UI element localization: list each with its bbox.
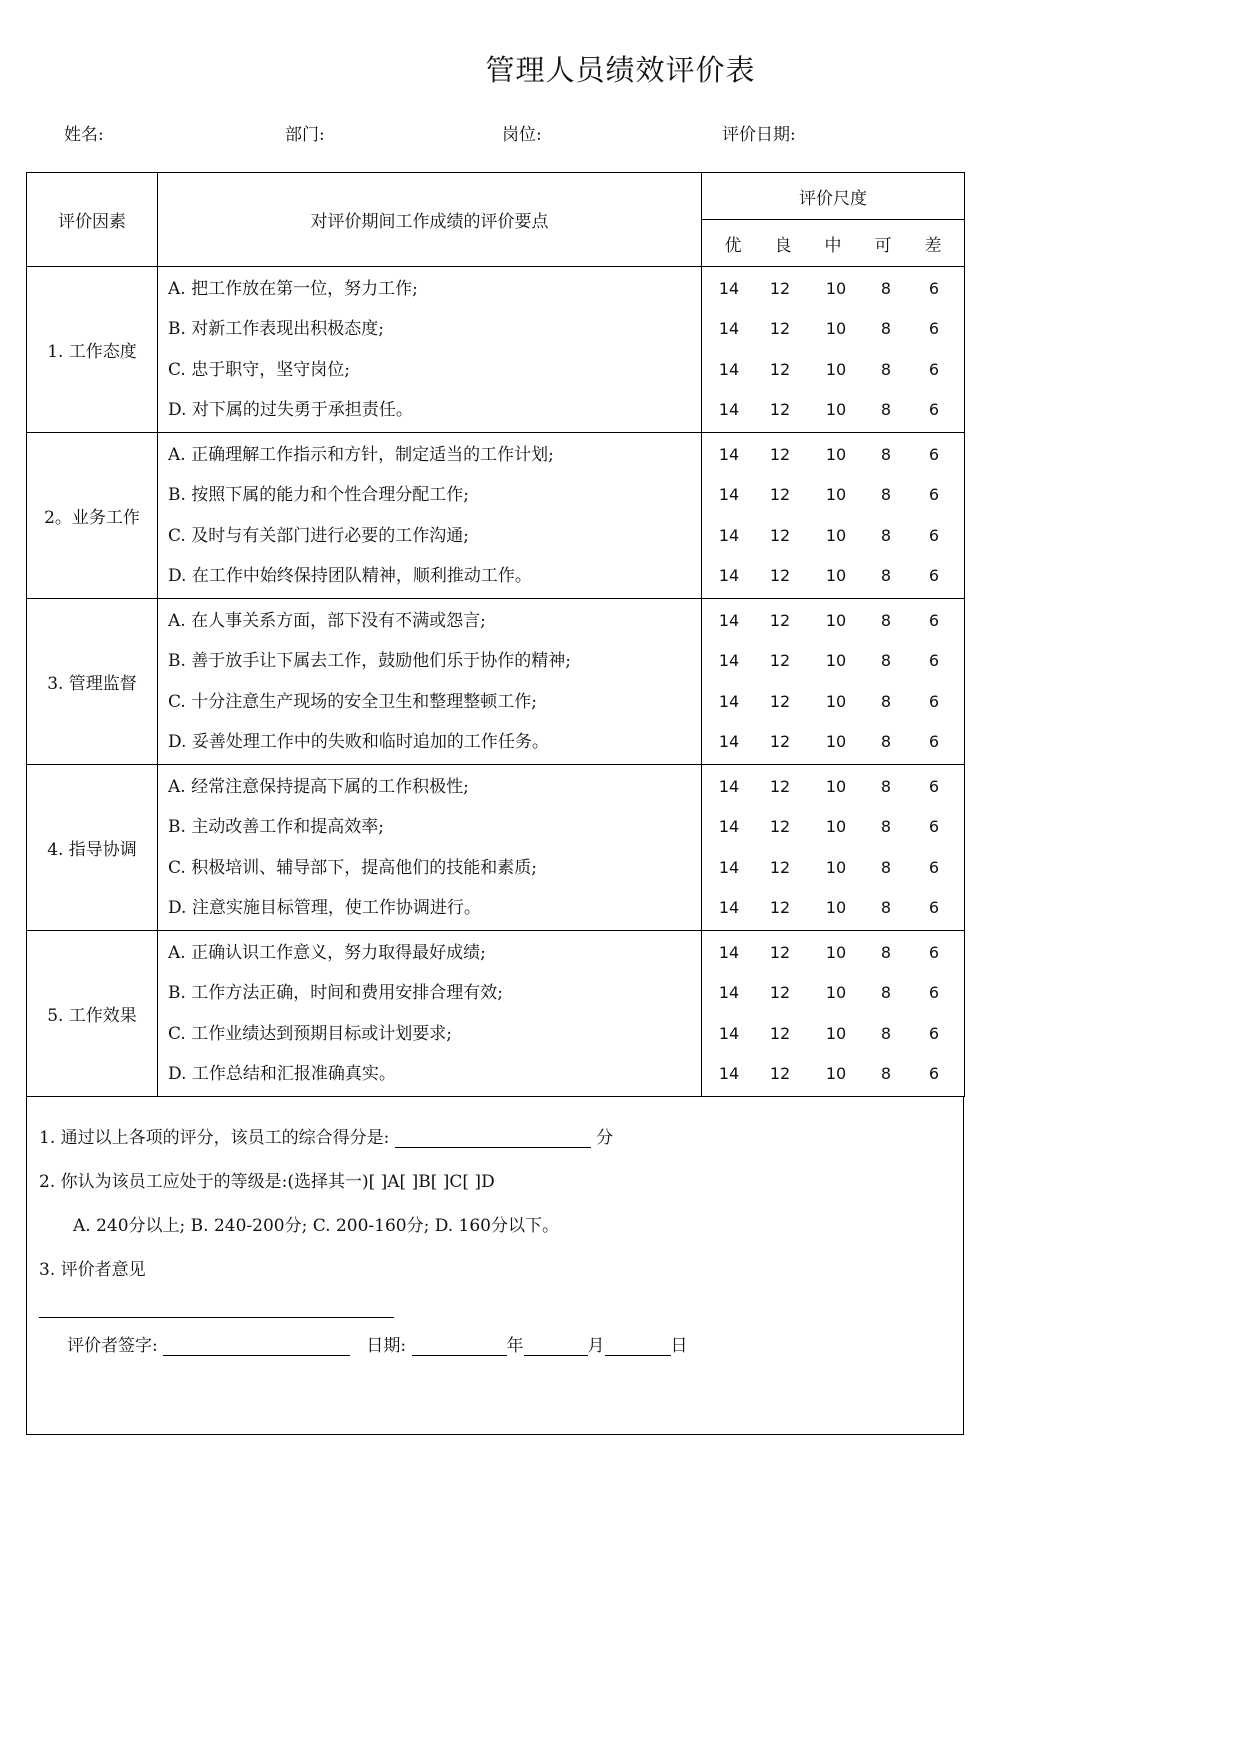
score-option[interactable]: 12 (769, 359, 791, 379)
score-option[interactable]: 14 (718, 485, 740, 504)
score-row (702, 309, 964, 350)
score-option[interactable]: 8 (880, 1023, 892, 1043)
criteria-item: A. 正确认识工作意义，努力取得最好成绩; (168, 942, 486, 963)
score-option[interactable]: 12 (769, 1023, 791, 1043)
score-option[interactable]: 14 (718, 732, 740, 751)
score-option[interactable]: 12 (769, 776, 791, 796)
score-option[interactable]: 10 (825, 1023, 847, 1043)
score-row (702, 807, 964, 848)
score-option[interactable]: 10 (825, 444, 847, 464)
factor-group-row (27, 931, 965, 1097)
scale-label-good: 良 (774, 235, 792, 256)
score-option[interactable]: 6 (928, 444, 940, 464)
criteria-list (158, 931, 702, 1097)
sign-day-field[interactable] (605, 1337, 671, 1356)
sign-year-field[interactable] (412, 1337, 507, 1356)
criteria-item: A. 把工作放在第一位，努力工作; (168, 278, 418, 299)
score-option[interactable]: 14 (718, 444, 740, 464)
factor-name: 3. 管理监督 (27, 599, 158, 765)
score-row (702, 722, 964, 763)
score-option[interactable]: 6 (928, 359, 940, 379)
score-option[interactable]: 14 (718, 525, 740, 545)
position-label: 岗位: (502, 125, 542, 145)
signature-field[interactable] (163, 1337, 350, 1356)
year-label: 年 (506, 1336, 524, 1356)
score-option[interactable]: 6 (928, 485, 940, 504)
score-row (702, 682, 964, 723)
score-option[interactable]: 10 (825, 983, 847, 1002)
criteria-item: D. 在工作中始终保持团队精神，顺利推动工作。 (168, 566, 532, 586)
score-option[interactable]: 8 (880, 732, 892, 751)
score-option[interactable]: 12 (769, 444, 791, 464)
score-option[interactable]: 8 (880, 610, 892, 630)
factor-name: 4. 指导协调 (27, 765, 158, 931)
score-row (702, 269, 964, 310)
score-option[interactable]: 10 (825, 857, 847, 877)
factor-group-row (27, 599, 965, 765)
score-option[interactable]: 12 (769, 857, 791, 877)
score-option[interactable]: 6 (928, 610, 940, 630)
score-option[interactable]: 6 (928, 776, 940, 796)
score-row (702, 848, 964, 889)
score-option[interactable]: 10 (825, 732, 847, 751)
score-options (702, 433, 965, 599)
score-option[interactable]: 10 (825, 278, 847, 298)
score-row (702, 933, 964, 974)
score-option[interactable]: 12 (769, 566, 791, 585)
score-option[interactable]: 8 (880, 983, 892, 1002)
score-option[interactable]: 8 (880, 942, 892, 962)
criteria-item: B. 工作方法正确，时间和费用安排合理有效; (168, 983, 504, 1003)
score-row (702, 475, 964, 516)
criteria-item: D. 注意实施目标管理，使工作协调进行。 (168, 898, 481, 918)
score-option[interactable]: 12 (769, 485, 791, 504)
score-row (702, 1014, 964, 1055)
criteria-item: C. 忠于职守，坚守岗位; (168, 359, 350, 380)
form-title: 管理人员绩效评价表 (485, 53, 756, 87)
evaluation-table (26, 172, 965, 1097)
score-option[interactable]: 8 (880, 1064, 892, 1083)
score-option[interactable]: 14 (718, 691, 740, 711)
score-option[interactable]: 6 (928, 691, 940, 711)
score-option[interactable]: 14 (718, 566, 740, 585)
score-options (702, 765, 965, 931)
total-score-line (39, 1123, 613, 1148)
score-option[interactable]: 12 (769, 691, 791, 711)
summary-section (26, 1097, 964, 1435)
month-label: 月 (587, 1336, 605, 1356)
score-option[interactable]: 6 (928, 566, 940, 585)
score-option[interactable]: 14 (718, 942, 740, 962)
score-option[interactable]: 6 (928, 651, 940, 670)
score-option[interactable]: 10 (825, 485, 847, 504)
criteria-item: D. 妥善处理工作中的失败和临时追加的工作任务。 (168, 732, 549, 752)
score-option[interactable]: 8 (880, 857, 892, 877)
score-row (702, 973, 964, 1014)
criteria-item: C. 工作业绩达到预期目标或计划要求; (168, 1023, 452, 1044)
score-option[interactable]: 14 (718, 400, 740, 419)
score-option[interactable]: 12 (769, 732, 791, 751)
factor-name: 1. 工作态度 (27, 267, 158, 433)
name-label: 姓名: (64, 125, 104, 145)
score-option[interactable]: 6 (928, 857, 940, 877)
score-options (702, 599, 965, 765)
score-option[interactable]: 12 (769, 898, 791, 917)
score-option[interactable]: 8 (880, 359, 892, 379)
score-option[interactable]: 10 (825, 776, 847, 796)
score-option[interactable]: 6 (928, 983, 940, 1002)
score-options (702, 931, 965, 1097)
score-option[interactable]: 6 (928, 898, 940, 917)
criteria-item: B. 按照下属的能力和个性合理分配工作; (168, 485, 470, 505)
score-option[interactable]: 14 (718, 983, 740, 1002)
evaluator-opinion-label: 3. 评价者意见 (39, 1260, 146, 1280)
criteria-item: C. 十分注意生产现场的安全卫生和整理整顿工作; (168, 691, 537, 712)
header-factor: 评价因素 (27, 173, 158, 267)
dept-label: 部门: (285, 125, 325, 145)
score-option[interactable]: 8 (880, 319, 892, 338)
score-option[interactable]: 10 (825, 1064, 847, 1083)
eval-date-label: 评价日期: (722, 125, 796, 145)
score-option[interactable]: 10 (825, 942, 847, 962)
score-option[interactable]: 12 (769, 610, 791, 630)
score-option[interactable]: 14 (718, 359, 740, 379)
criteria-list (158, 765, 702, 931)
factor-group-row (27, 433, 965, 599)
score-option[interactable]: 14 (718, 898, 740, 917)
scale-labels-cell (702, 220, 965, 267)
score-option[interactable]: 10 (825, 400, 847, 419)
score-option[interactable]: 8 (880, 400, 892, 419)
criteria-list (158, 267, 702, 433)
criteria-item: D. 对下属的过失勇于承担责任。 (168, 400, 413, 420)
score-option[interactable]: 10 (825, 319, 847, 338)
factor-group-row (27, 765, 965, 931)
score-option[interactable]: 6 (928, 278, 940, 298)
criteria-item: B. 主动改善工作和提高效率; (168, 817, 385, 837)
total-score-field[interactable] (395, 1129, 591, 1148)
grade-criteria: A. 240分以上; B. 240-200分; C. 200-160分; D. 160分以下。 (73, 1216, 559, 1236)
total-score-unit: 分 (596, 1128, 614, 1148)
score-option[interactable]: 10 (825, 898, 847, 917)
score-row (702, 601, 964, 642)
score-option[interactable]: 10 (825, 817, 847, 836)
score-option[interactable]: 10 (825, 525, 847, 545)
score-row (702, 390, 964, 431)
score-option[interactable]: 12 (769, 1064, 791, 1083)
signature-label: 评价者签字: (67, 1336, 158, 1356)
score-option[interactable]: 6 (928, 942, 940, 962)
score-row (702, 1054, 964, 1095)
score-option[interactable]: 8 (880, 817, 892, 836)
score-option[interactable]: 14 (718, 857, 740, 877)
score-options (702, 267, 965, 433)
score-option[interactable]: 6 (928, 525, 940, 545)
scale-label-average: 中 (824, 235, 842, 256)
score-option[interactable]: 8 (880, 444, 892, 464)
criteria-item: C. 及时与有关部门进行必要的工作沟通; (168, 525, 469, 546)
criteria-item: A. 在人事关系方面，部下没有不满或怨言; (168, 610, 486, 631)
header-scale: 评价尺度 (702, 173, 965, 220)
score-option[interactable]: 6 (928, 400, 940, 419)
criteria-item: D. 工作总结和汇报准确真实。 (168, 1064, 396, 1084)
criteria-item: A. 经常注意保持提高下属的工作积极性; (168, 776, 469, 797)
factor-name: 2。业务工作 (27, 433, 158, 599)
score-row (702, 556, 964, 597)
sign-date-label: 日期: (366, 1336, 407, 1356)
score-option[interactable]: 10 (825, 691, 847, 711)
score-row (702, 350, 964, 391)
score-option[interactable]: 12 (769, 278, 791, 298)
score-option[interactable]: 12 (769, 651, 791, 670)
criteria-list (158, 599, 702, 765)
score-option[interactable]: 8 (880, 485, 892, 504)
factor-group-row (27, 267, 965, 433)
score-option[interactable]: 14 (718, 776, 740, 796)
criteria-item: A. 正确理解工作指示和方针，制定适当的工作计划; (168, 444, 554, 465)
score-option[interactable]: 8 (880, 776, 892, 796)
score-option[interactable]: 6 (928, 732, 940, 751)
score-row (702, 641, 964, 682)
score-option[interactable]: 8 (880, 525, 892, 545)
score-option[interactable]: 12 (769, 400, 791, 419)
day-label: 日 (670, 1336, 688, 1356)
criteria-item: C. 积极培训、辅导部下，提高他们的技能和素质; (168, 857, 537, 878)
score-option[interactable]: 14 (718, 610, 740, 630)
score-option[interactable]: 14 (718, 278, 740, 298)
factor-name: 5. 工作效果 (27, 931, 158, 1097)
scale-label-fair: 可 (874, 235, 892, 256)
score-option[interactable]: 12 (769, 817, 791, 836)
score-option[interactable]: 8 (880, 898, 892, 917)
grade-question: 2. 你认为该员工应处于的等级是:(选择其一)[ ]A[ ]B[ ]C[ ]D (39, 1172, 495, 1192)
score-option[interactable]: 10 (825, 566, 847, 585)
score-option[interactable]: 12 (769, 942, 791, 962)
score-row (702, 888, 964, 929)
score-option[interactable]: 10 (825, 359, 847, 379)
score-option[interactable]: 6 (928, 1064, 940, 1083)
criteria-item: B. 善于放手让下属去工作，鼓励他们乐于协作的精神; (168, 651, 572, 671)
score-option[interactable]: 6 (928, 319, 940, 338)
score-option[interactable]: 10 (825, 610, 847, 630)
score-option[interactable]: 14 (718, 319, 740, 338)
score-option[interactable]: 12 (769, 319, 791, 338)
scale-label-excellent: 优 (724, 235, 742, 256)
criteria-list (158, 433, 702, 599)
score-option[interactable]: 14 (718, 1023, 740, 1043)
signature-line (67, 1331, 688, 1356)
score-option[interactable]: 10 (825, 651, 847, 670)
score-row (702, 516, 964, 557)
score-option[interactable]: 12 (769, 525, 791, 545)
score-row (702, 767, 964, 808)
evaluator-opinion-field[interactable] (39, 1297, 394, 1318)
score-option[interactable]: 12 (769, 983, 791, 1002)
score-option[interactable]: 14 (718, 1064, 740, 1083)
scale-label-poor: 差 (924, 235, 942, 256)
score-option[interactable]: 8 (880, 691, 892, 711)
total-score-label: 1. 通过以上各项的评分，该员工的综合得分是: (39, 1128, 390, 1148)
score-row (702, 435, 964, 476)
score-option[interactable]: 8 (880, 278, 892, 298)
score-option[interactable]: 14 (718, 817, 740, 836)
criteria-item: B. 对新工作表现出积极态度; (168, 319, 385, 339)
header-points: 对评价期间工作成绩的评价要点 (158, 173, 702, 267)
score-option[interactable]: 14 (718, 651, 740, 670)
score-option[interactable]: 6 (928, 817, 940, 836)
score-option[interactable]: 8 (880, 566, 892, 585)
score-option[interactable]: 6 (928, 1023, 940, 1043)
score-option[interactable]: 8 (880, 651, 892, 670)
sign-month-field[interactable] (524, 1337, 588, 1356)
